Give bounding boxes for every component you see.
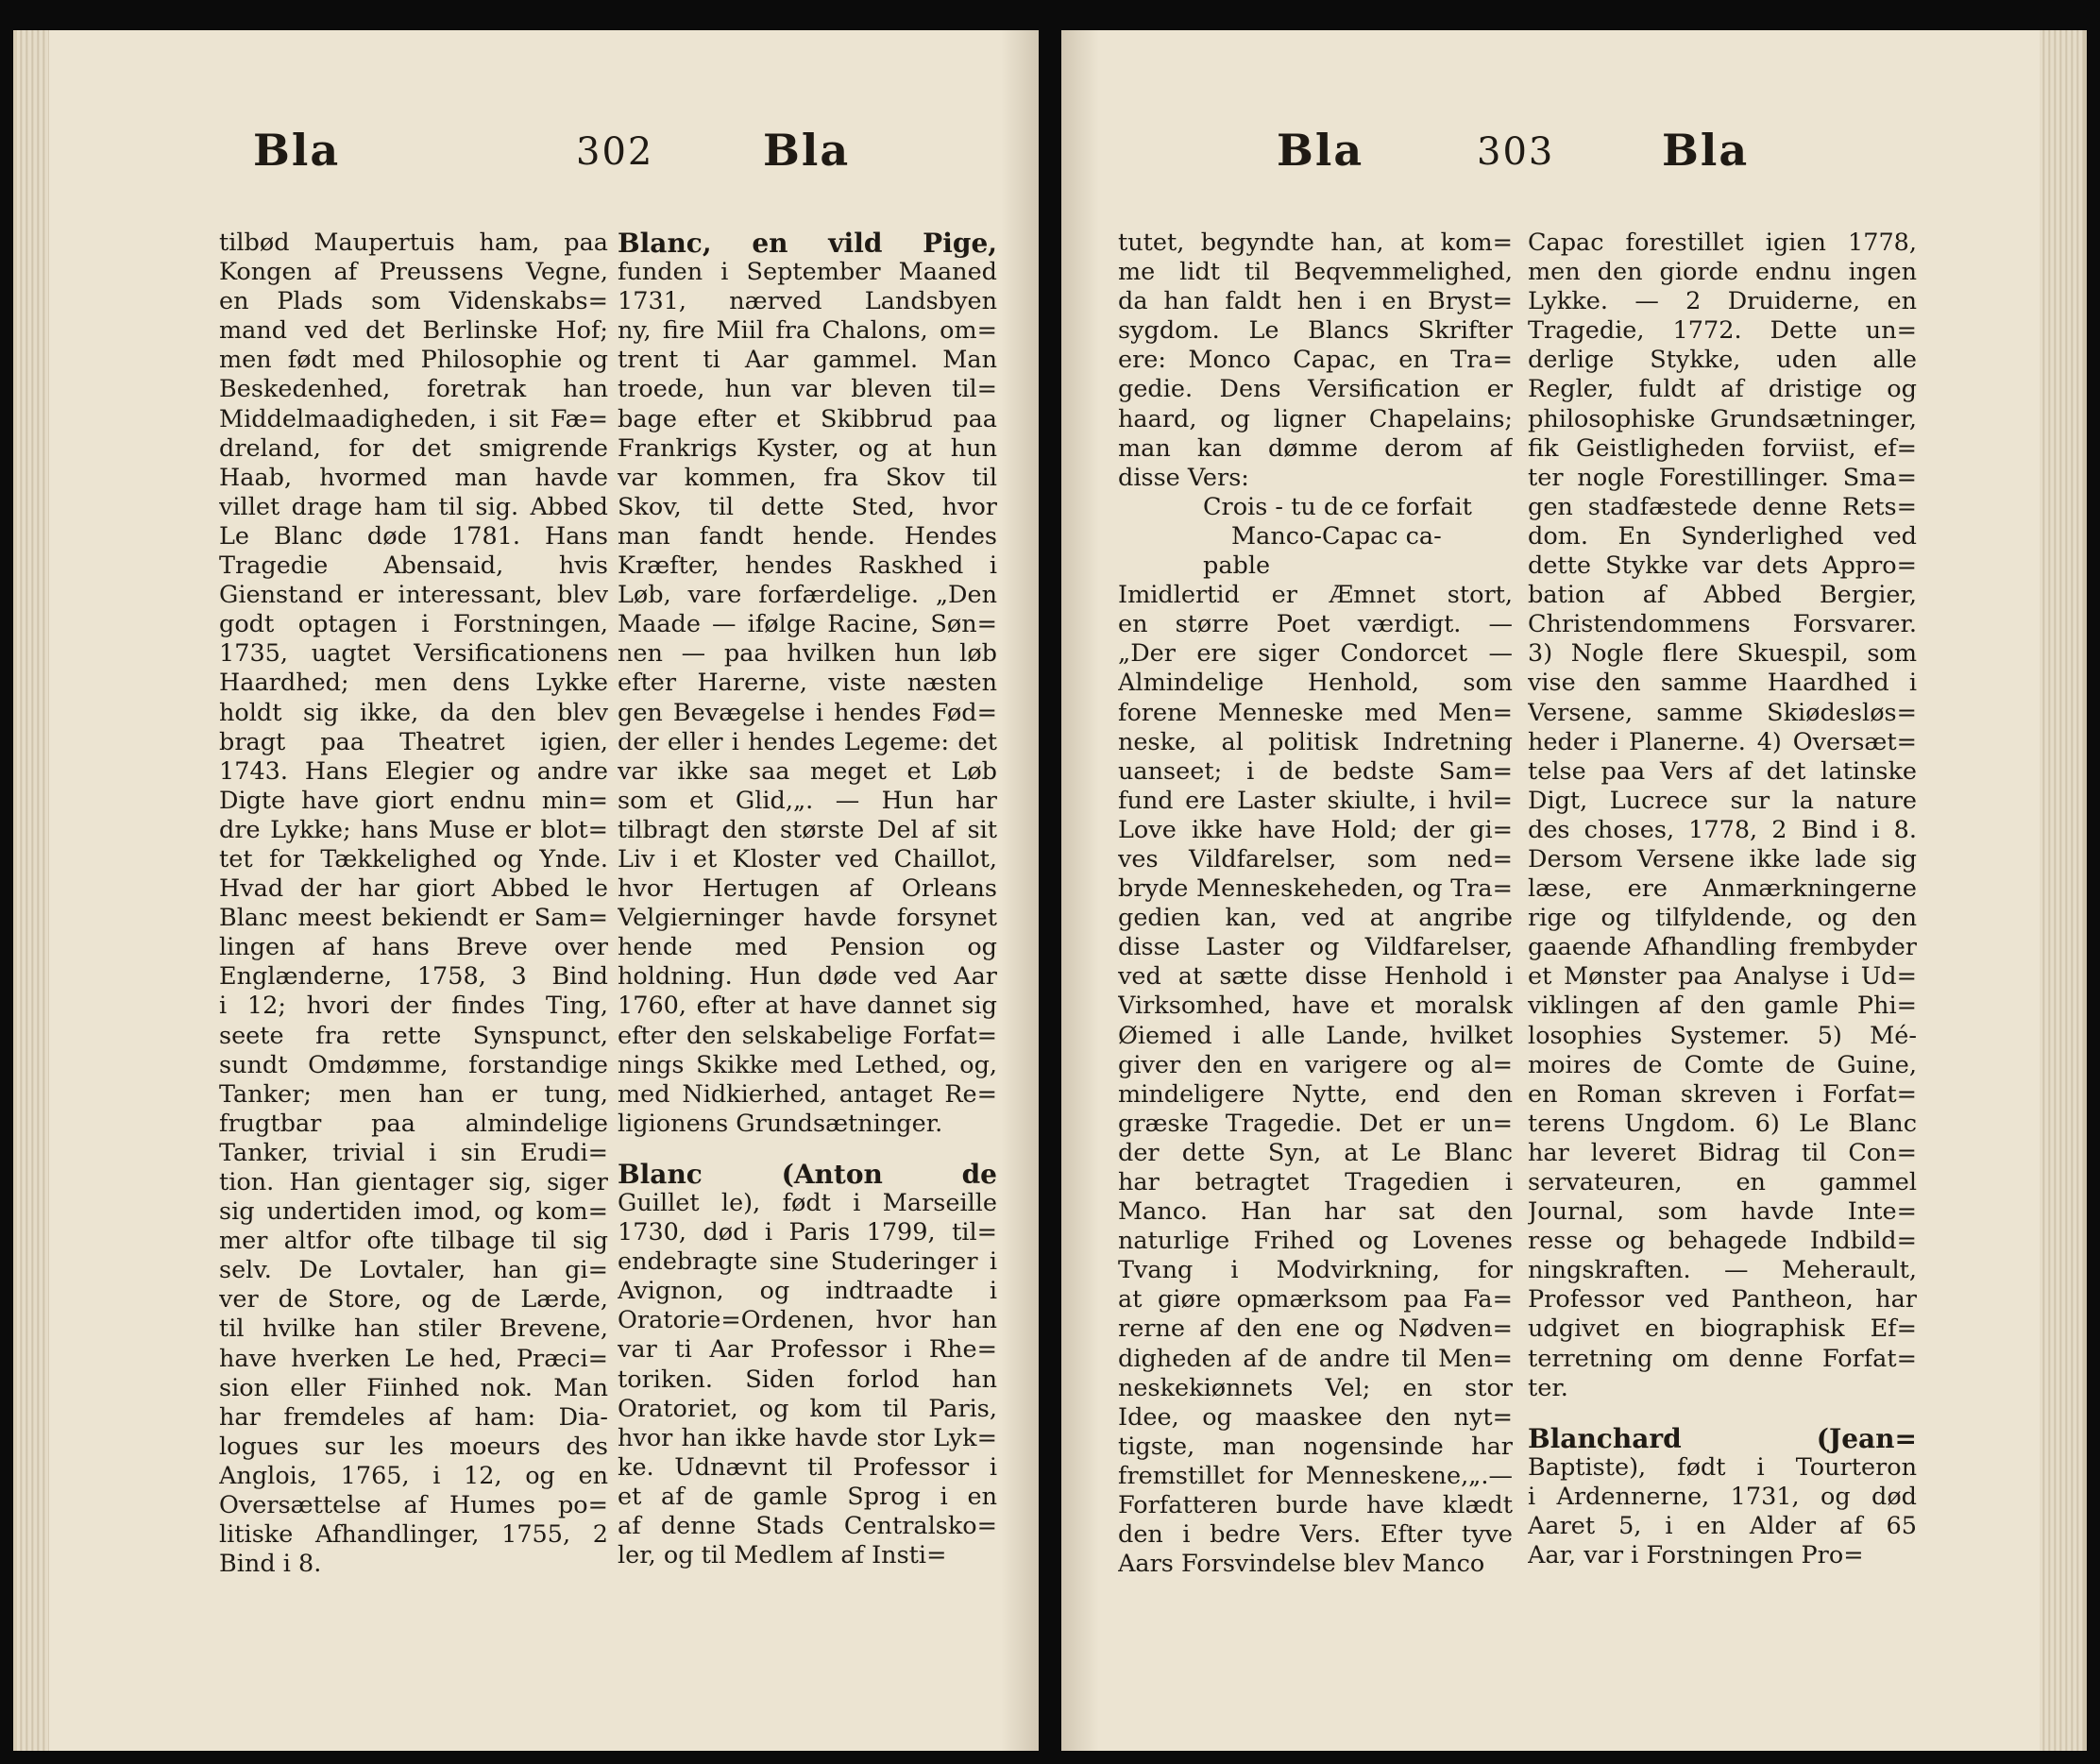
text-line: da han faldt hen i en Bryst= <box>1118 287 1513 316</box>
text-line: 1735, uagtet Versificationens <box>219 639 608 669</box>
text-line: man fandt hende. Hendes <box>618 521 997 551</box>
text-line: ny, fire Miil fra Chalons, om= <box>618 316 997 346</box>
text-line: Aars Forsvindelse blev Manco <box>1118 1550 1485 1579</box>
text-line: den i bedre Vers. Efter tyve <box>1118 1520 1513 1550</box>
text-line: Lykke. — 2 Druiderne, en <box>1528 287 1917 316</box>
page-edge-left <box>17 30 49 1751</box>
text-line: tet for Tækkelighed og Ynde. <box>219 844 608 874</box>
left-page-column-2 <box>618 229 997 1570</box>
text-line: Kongen af Preussens Vegne, <box>219 258 608 287</box>
head-word-left: Bla <box>1277 125 1364 176</box>
text-line: bragt paa Theatret igien, <box>219 727 608 756</box>
text-line: troede, hun var bleven til= <box>618 375 997 404</box>
text-line: derlige Stykke, uden alle <box>1528 346 1917 375</box>
text-line: Oratorie=Ordenen, hvor han <box>618 1306 997 1335</box>
text-line: viklingen af den gamle Phi= <box>1528 992 1917 1021</box>
text-line: mer altfor ofte tilbage til sig <box>219 1227 608 1256</box>
text-line: bryde Menneskeheden, og Tra= <box>1118 874 1513 904</box>
text-line: der eller i hendes Legeme: det <box>618 727 997 756</box>
text-line: naturlige Frihed og Lovenes <box>1118 1227 1513 1256</box>
text-line: tutet, begyndte han, at kom= <box>1118 229 1513 257</box>
text-line: villet drage ham til sig. Abbed <box>219 492 608 521</box>
text-line: Skov, til dette Sted, hvor <box>618 492 997 521</box>
text-line: et af de gamle Sprog i en <box>618 1482 997 1511</box>
right-page-column-1 <box>1118 229 1513 1579</box>
text-line: til hvilke han stiler Brevene, <box>219 1315 608 1344</box>
text-line: Oversættelse af Humes po= <box>219 1491 608 1520</box>
text-line: toriken. Siden forlod han <box>618 1365 997 1394</box>
text-line: Versene, samme Skiødesløs= <box>1528 698 1917 727</box>
right-page-column-2 <box>1528 229 1917 1570</box>
text-line: men født med Philosophie og <box>219 346 608 375</box>
text-line: holdt sig ikke, da den blev <box>219 698 608 727</box>
text-line: Crois - tu de ce forfait <box>1203 492 1472 521</box>
text-line: Professor ved Pantheon, har <box>1528 1285 1917 1315</box>
text-line: des choses, 1778, 2 Bind i 8. <box>1528 815 1917 844</box>
text-line: frugtbar paa almindelige <box>219 1109 608 1138</box>
text-line: terens Ungdom. 6) Le Blanc <box>1528 1109 1917 1138</box>
text-line: ved at sætte disse Henhold i <box>1118 962 1513 992</box>
text-line: gen stadfæstede denne Rets= <box>1528 492 1917 521</box>
text-line: var kommen, fra Skov til <box>618 463 997 492</box>
text-line: ke. Udnævnt til Professor i <box>618 1452 997 1482</box>
text-line: efter Harerne, viste næsten <box>618 669 997 698</box>
text-line: uanseet; i de bedste Sam= <box>1118 756 1513 786</box>
text-line: Christendommens Forsvarer. <box>1528 610 1917 639</box>
text-line: Tragedie, 1772. Dette un= <box>1528 316 1917 346</box>
text-line: Bind i 8. <box>219 1550 322 1579</box>
text-line: dre Lykke; hans Muse er blot= <box>219 815 608 844</box>
text-line: Løb, vare forfærdelige. „Den <box>618 581 997 610</box>
text-line: 1730, død i Paris 1799, til= <box>618 1218 997 1247</box>
text-line: giver den en varigere og al= <box>1118 1050 1513 1079</box>
text-line: ligionens Grundsætninger. <box>618 1109 943 1138</box>
text-line: som et Glid,„. — Hun har <box>618 786 997 815</box>
text-line: me lidt til Beqvemmelighed, <box>1118 258 1513 287</box>
text-line: vise den samme Haardhed i <box>1528 669 1917 698</box>
text-line: Tvang i Modvirkning, for <box>1118 1256 1513 1285</box>
text-line: Le Blanc døde 1781. Hans <box>219 521 608 551</box>
text-line: Manco. Han har sat den <box>1118 1197 1513 1227</box>
text-line: var ikke saa meget et Løb <box>618 756 997 786</box>
text-line: Tragedie Abensaid, hvis <box>219 551 608 581</box>
text-line: en større Poet værdigt. — <box>1118 610 1513 639</box>
text-line: lingen af hans Breve over <box>219 933 608 962</box>
text-line: mand ved det Berlinske Hof; <box>219 316 608 346</box>
text-line: Blanchard (Jean= <box>1528 1423 1917 1453</box>
text-line: have hverken Le hed, Præci= <box>219 1344 608 1373</box>
text-line: Liv i et Kloster ved Chaillot, <box>618 844 997 874</box>
text-line: Anglois, 1765, i 12, og en <box>219 1461 608 1490</box>
text-line: disse Vers: <box>1118 463 1249 492</box>
text-line: 3) Nogle flere Skuespil, som <box>1528 639 1917 669</box>
text-line: Regler, fuldt af dristige og <box>1528 375 1917 404</box>
text-line: fik Geistligheden forviist, ef= <box>1528 433 1917 463</box>
text-line: philosophiske Grundsætninger, <box>1528 404 1917 433</box>
text-line: tilbragt den største Del af sit <box>618 815 997 844</box>
text-line: der dette Syn, at Le Blanc <box>1118 1138 1513 1167</box>
text-line: dom. En Synderlighed ved <box>1528 521 1917 551</box>
text-line: sig undertiden imod, og kom= <box>219 1197 608 1227</box>
text-line: ningskraften. — Meherault, <box>1528 1256 1917 1285</box>
text-line: Blanc, en vild Pige, <box>618 229 997 259</box>
text-line: 1760, efter at have dannet sig <box>618 992 997 1021</box>
text-line: Tanker; men han er tung, <box>219 1079 608 1109</box>
text-line: terretning om denne Forfat= <box>1528 1344 1917 1373</box>
text-line: ere: Monco Capac, en Tra= <box>1118 346 1513 375</box>
text-line: læse, ere Anmærkningerne <box>1528 874 1917 904</box>
left-page-column-1 <box>219 229 608 1579</box>
text-line: i Ardennerne, 1731, og død <box>1528 1482 1917 1511</box>
text-line: har betragtet Tragedien i <box>1118 1168 1513 1196</box>
text-line: Velgierninger havde forsynet <box>618 904 997 933</box>
page-number-303: 303 <box>1477 130 1555 174</box>
text-line: Imidlertid er Æmnet stort, <box>1118 581 1513 610</box>
text-line: litiske Afhandlinger, 1755, 2 <box>219 1520 608 1550</box>
text-line: dette Stykke var dets Appro= <box>1528 551 1917 581</box>
text-line: hende med Pension og <box>618 933 997 962</box>
text-line: af denne Stads Centralsko= <box>618 1512 997 1541</box>
page-number-302: 302 <box>576 130 654 174</box>
text-line: mindeligere Nytte, end den <box>1118 1079 1513 1109</box>
page-edge-right <box>2040 30 2083 1751</box>
text-line: Virksomhed, have et moralsk <box>1118 992 1513 1021</box>
text-line: „Der ere siger Condorcet — <box>1118 639 1513 669</box>
text-line: rige og tilfyldende, og den <box>1528 904 1917 933</box>
text-line: pable <box>1203 551 1271 581</box>
text-line: har fremdeles af ham: Dia- <box>219 1402 608 1432</box>
text-line: Blanc meest bekiendt er Sam= <box>219 904 608 933</box>
text-line: 1743. Hans Elegier og andre <box>219 756 608 786</box>
text-line: har leveret Bidrag til Con= <box>1528 1138 1917 1167</box>
text-line: græske Tragedie. Det er un= <box>1118 1109 1513 1138</box>
text-line: gedie. Dens Versification er <box>1118 375 1513 404</box>
text-line: nings Skikke med Lethed, og, <box>618 1050 997 1079</box>
head-word-left: Bla <box>253 125 341 176</box>
text-line: hvor han ikke havde stor Lyk= <box>618 1423 997 1452</box>
text-line: holdning. Hun døde ved Aar <box>618 962 997 992</box>
text-line: digheden af de andre til Men= <box>1118 1344 1513 1373</box>
text-line: resse og behagede Indbild= <box>1528 1227 1917 1256</box>
text-line: Maade — ifølge Racine, Søn= <box>618 610 997 639</box>
text-line: ter nogle Forestillinger. Sma= <box>1528 463 1917 492</box>
text-line: neskekiønnets Vel; en stor <box>1118 1373 1513 1402</box>
text-line: Gienstand er interessant, blev <box>219 581 608 610</box>
right-page <box>1061 30 2087 1751</box>
text-line: gaaende Afhandling frembyder <box>1528 933 1917 962</box>
text-line: med Nidkierhed, antaget Re= <box>618 1079 997 1109</box>
text-line: 1731, nærved Landsbyen <box>618 287 997 316</box>
text-line: Øiemed i alle Lande, hvilket <box>1118 1021 1513 1050</box>
head-word-right: Bla <box>1662 125 1750 176</box>
text-line: Blanc (Anton de <box>618 1159 997 1189</box>
text-line: sion eller Fiinhed nok. Man <box>219 1373 608 1402</box>
text-line: ter. <box>1528 1373 1568 1402</box>
text-line: Manco-Capac ca- <box>1231 521 1442 551</box>
text-line: fremstillet for Menneskene,„.— <box>1118 1461 1513 1490</box>
text-line: tigste, man nogensinde har <box>1118 1432 1513 1461</box>
text-line: Guillet le), født i Marseille <box>618 1189 997 1217</box>
text-line: servateuren, en gammel <box>1528 1168 1917 1196</box>
text-line: udgivet en biographisk Ef= <box>1528 1315 1917 1344</box>
text-line: Avignon, og indtraadte i <box>618 1277 997 1306</box>
paragraph-gap <box>618 1139 997 1160</box>
text-line: haard, og ligner Chapelains; <box>1118 404 1513 433</box>
text-line: Forfatteren burde have klædt <box>1118 1491 1513 1520</box>
text-line: Englænderne, 1758, 3 Bind <box>219 962 608 992</box>
text-line: Baptiste), født i Tourteron <box>1528 1452 1917 1482</box>
text-line: var ti Aar Professor i Rhe= <box>618 1335 997 1365</box>
text-line: hvor Hertugen af Orleans <box>618 874 997 904</box>
text-line: Haardhed; men dens Lykke <box>219 669 608 698</box>
text-line: rerne af den ene og Nødven= <box>1118 1315 1513 1344</box>
left-page <box>13 30 1039 1751</box>
text-line: Idee, og maaskee den nyt= <box>1118 1402 1513 1432</box>
text-line: forene Menneske med Men= <box>1118 698 1513 727</box>
text-line: gen Bevægelse i hendes Fød= <box>618 698 997 727</box>
paragraph-gap <box>1528 1403 1917 1424</box>
text-line: Dersom Versene ikke lade sig <box>1528 844 1917 874</box>
text-line: Middelmaadigheden, i sit Fæ= <box>219 404 608 433</box>
text-line: Oratoriet, og kom til Paris, <box>618 1394 997 1423</box>
text-line: telse paa Vers af det latinske <box>1528 756 1917 786</box>
text-line: Tanker, trivial i sin Erudi= <box>219 1138 608 1167</box>
text-line: trent ti Aar gammel. Man <box>618 346 997 375</box>
text-line: heder i Planerne. 4) Oversæt= <box>1528 727 1917 756</box>
text-line: efter den selskabelige Forfat= <box>618 1021 997 1050</box>
text-line: gedien kan, ved at angribe <box>1118 904 1513 933</box>
text-line: en Plads som Videnskabs= <box>219 287 608 316</box>
text-line: neske, al politisk Indretning <box>1118 727 1513 756</box>
text-line: Digt, Lucrece sur la nature <box>1528 786 1917 815</box>
text-line: endebragte sine Studeringer i <box>618 1247 997 1277</box>
text-line: man kan dømme derom af <box>1118 433 1513 463</box>
text-line: Almindelige Henhold, som <box>1118 669 1513 698</box>
text-line: seete fra rette Synspunct, <box>219 1021 608 1050</box>
gutter-shadow-left <box>1001 30 1039 1751</box>
running-head-left <box>17 125 1039 200</box>
text-line: et Mønster paa Analyse i Ud= <box>1528 962 1917 992</box>
text-line: Love ikke have Hold; der gi= <box>1118 815 1513 844</box>
text-line: bage efter et Skibbrud paa <box>618 404 997 433</box>
text-line: ves Vildfarelser, som ned= <box>1118 844 1513 874</box>
text-line: disse Laster og Vildfarelser, <box>1118 933 1513 962</box>
text-line: Digte have giort endnu min= <box>219 786 608 815</box>
text-line: Journal, som havde Inte= <box>1528 1197 1917 1227</box>
gutter-shadow-right <box>1061 30 1099 1751</box>
head-word-right: Bla <box>763 125 851 176</box>
running-head-right <box>1061 125 2083 200</box>
text-line: godt optagen i Forstningen, <box>219 610 608 639</box>
text-line: nen — paa hvilken hun løb <box>618 639 997 669</box>
text-line: Hvad der har giort Abbed le <box>219 874 608 904</box>
text-line: ver de Store, og de Lærde, <box>219 1285 608 1315</box>
text-line: funden i September Maaned <box>618 258 997 287</box>
text-line: bation af Abbed Bergier, <box>1528 581 1917 610</box>
text-line: fund ere Laster skiulte, i hvil= <box>1118 786 1513 815</box>
text-line: moires de Comte de Guine, <box>1528 1050 1917 1079</box>
text-line: dreland, for det smigrende <box>219 433 608 463</box>
text-line: Beskedenhed, foretrak han <box>219 375 608 404</box>
text-line: i 12; hvori der findes Ting, <box>219 992 608 1021</box>
text-line: tion. Han gientager sig, siger <box>219 1168 608 1196</box>
text-line: logues sur les moeurs des <box>219 1432 608 1461</box>
text-line: ler, og til Medlem af Insti= <box>618 1541 947 1570</box>
text-line: en Roman skreven i Forfat= <box>1528 1079 1917 1109</box>
text-line: Haab, hvormed man havde <box>219 463 608 492</box>
text-line: Capac forestillet igien 1778, <box>1528 229 1917 257</box>
text-line: at giøre opmærksom paa Fa= <box>1118 1285 1513 1315</box>
text-line: tilbød Maupertuis ham, paa <box>219 229 608 257</box>
text-line: men den giorde endnu ingen <box>1528 258 1917 287</box>
text-line: Frankrigs Kyster, og at hun <box>618 433 997 463</box>
text-line: Aaret 5, i en Alder af 65 <box>1528 1512 1917 1541</box>
text-line: losophies Systemer. 5) Mé- <box>1528 1021 1917 1050</box>
text-line: Aar, var i Forstningen Pro= <box>1528 1541 1864 1570</box>
text-line: Kræfter, hendes Raskhed i <box>618 551 997 581</box>
text-line: sygdom. Le Blancs Skrifter <box>1118 316 1513 346</box>
text-line: selv. De Lovtaler, han gi= <box>219 1256 608 1285</box>
text-line: sundt Omdømme, forstandige <box>219 1050 608 1079</box>
